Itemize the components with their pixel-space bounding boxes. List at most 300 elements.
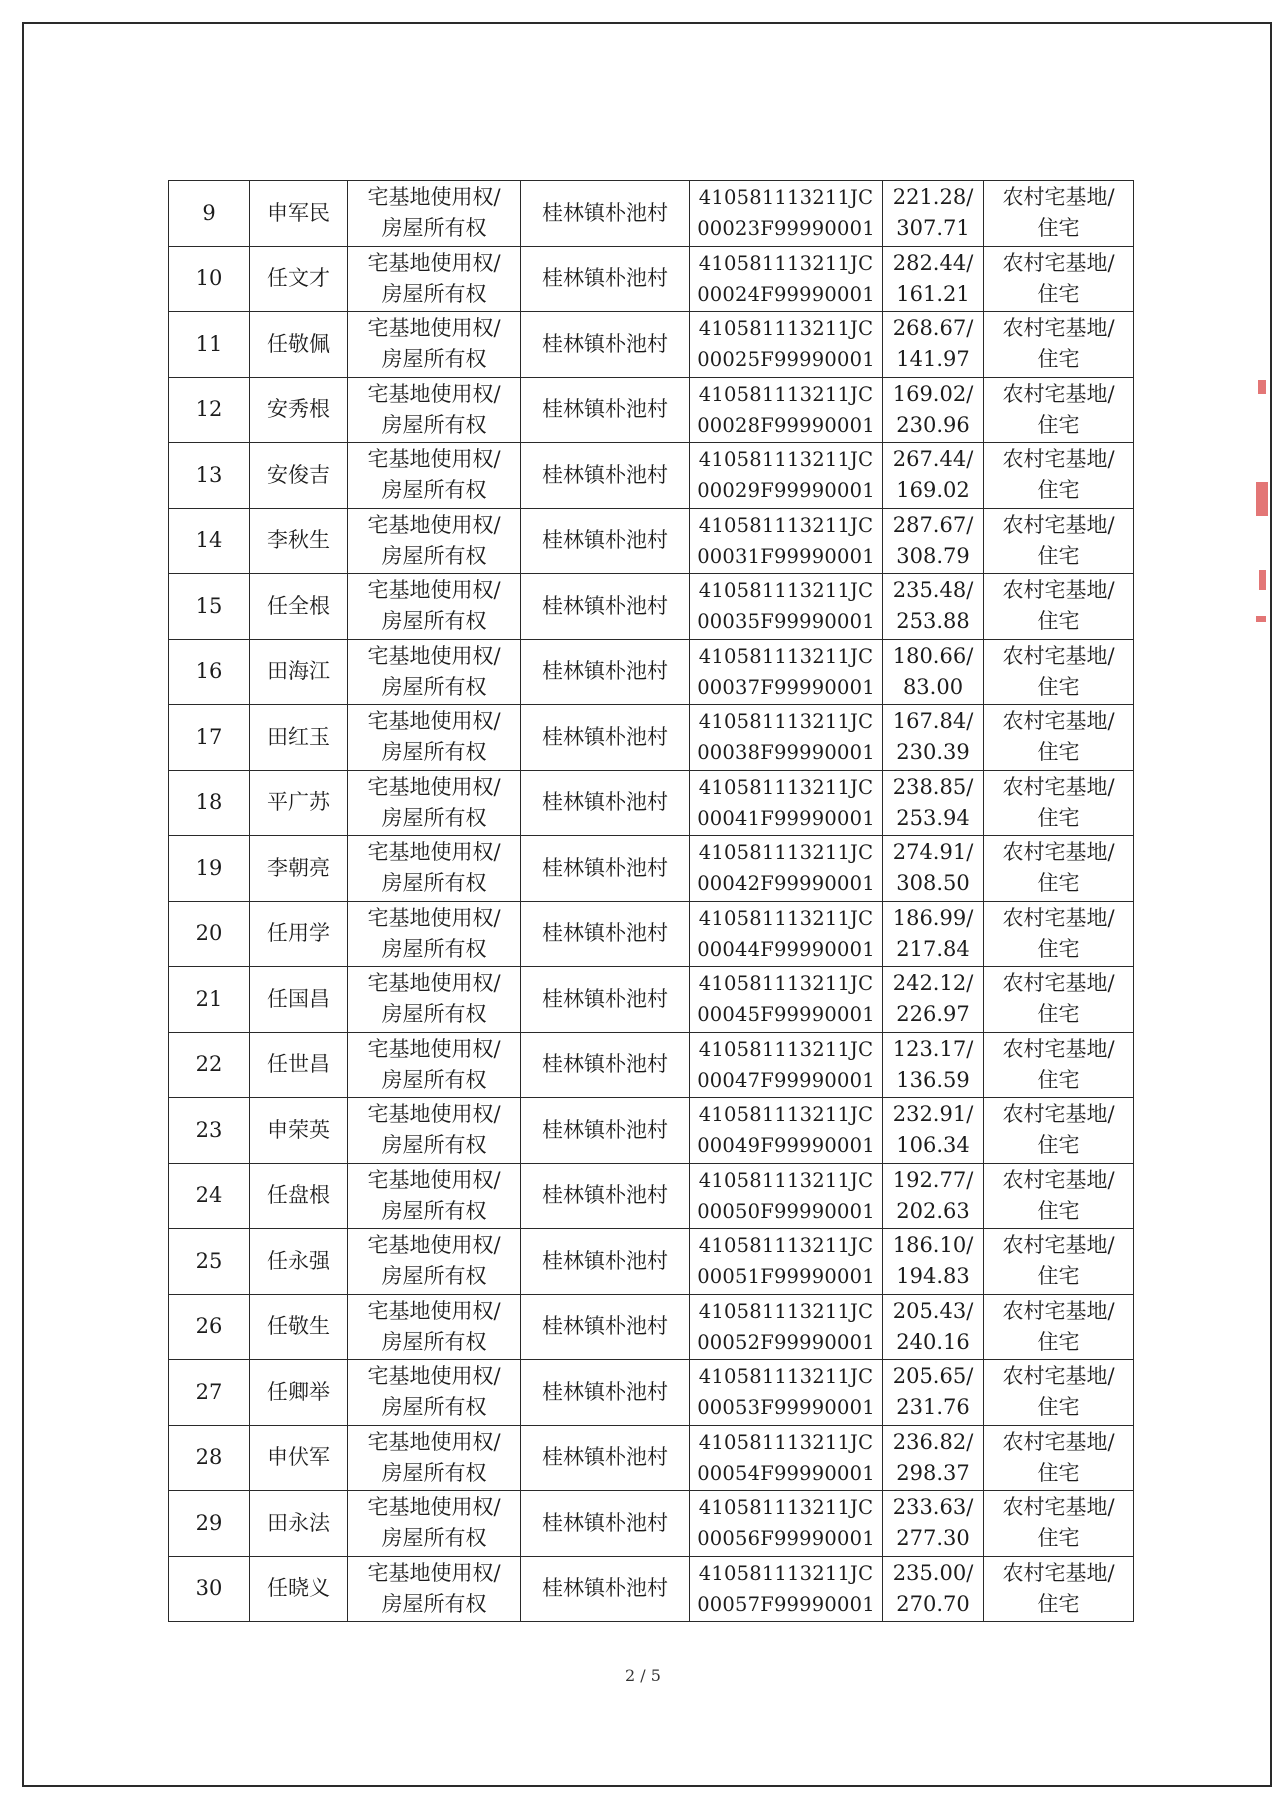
table-row [169, 1425, 1134, 1491]
table-row [169, 770, 1134, 836]
unit-code-line-1: 410581113211JC [698, 579, 874, 603]
location-cell: 桂林镇朴池村 [521, 1294, 690, 1360]
unit-code-line-1: 410581113211JC [698, 1430, 874, 1454]
unit-code-line-2: 00054F99990001 [697, 1461, 875, 1485]
area-line-1: 236.82/ [892, 1429, 974, 1454]
right-type-line-1: 宅基地使用权/ [367, 381, 501, 406]
owner-name-cell: 任敬佩 [250, 312, 348, 378]
right-type-cell [348, 508, 521, 574]
unit-code-line-1: 410581113211JC [698, 906, 874, 930]
unit-code-line-1: 410581113211JC [698, 1168, 874, 1192]
table-row [169, 1032, 1134, 1098]
right-type-line-1: 宅基地使用权/ [367, 1233, 501, 1258]
right-type-line-1: 宅基地使用权/ [367, 709, 501, 734]
right-type-line-2: 房屋所有权 [381, 1264, 487, 1289]
land-use-cell [984, 312, 1134, 378]
right-type-line-2: 房屋所有权 [381, 478, 487, 503]
owner-name-cell: 任用学 [250, 901, 348, 967]
unit-code-line-2: 00051F99990001 [697, 1265, 875, 1289]
location-cell: 桂林镇朴池村 [521, 901, 690, 967]
right-type-cell [348, 705, 521, 771]
row-number-cell: 22 [169, 1032, 250, 1098]
unit-code-line-2: 00049F99990001 [697, 1134, 875, 1158]
area-cell [883, 1360, 984, 1426]
right-type-line-2: 房屋所有权 [381, 1460, 487, 1485]
owner-name-cell: 任盘根 [250, 1163, 348, 1229]
right-type-line-2: 房屋所有权 [381, 805, 487, 830]
land-use-line-2: 住宅 [1037, 1067, 1080, 1092]
unit-code-line-2: 00031F99990001 [697, 544, 875, 568]
row-number-cell: 24 [169, 1163, 250, 1229]
location-cell: 桂林镇朴池村 [521, 967, 690, 1033]
right-type-cell [348, 312, 521, 378]
land-use-line-2: 住宅 [1037, 1591, 1080, 1616]
location-cell: 桂林镇朴池村 [521, 312, 690, 378]
unit-code-line-1: 410581113211JC [698, 644, 874, 668]
area-line-1: 274.91/ [892, 840, 974, 865]
land-use-line-2: 住宅 [1037, 281, 1080, 306]
row-number-cell: 23 [169, 1098, 250, 1164]
area-cell [883, 508, 984, 574]
land-use-cell [984, 574, 1134, 640]
area-line-2: 307.71 [896, 216, 970, 241]
right-type-cell [348, 181, 521, 247]
area-cell [883, 901, 984, 967]
right-type-line-2: 房屋所有权 [381, 1526, 487, 1551]
location-cell: 桂林镇朴池村 [521, 639, 690, 705]
land-use-cell [984, 181, 1134, 247]
land-use-line-2: 住宅 [1037, 805, 1080, 830]
area-line-2: 169.02 [896, 478, 970, 503]
unit-code-line-2: 00025F99990001 [697, 348, 875, 372]
row-number-cell: 26 [169, 1294, 250, 1360]
row-number-cell: 19 [169, 836, 250, 902]
right-type-line-2: 房屋所有权 [381, 412, 487, 437]
area-cell [883, 377, 984, 443]
land-use-line-2: 住宅 [1037, 609, 1080, 634]
unit-code-line-1: 410581113211JC [698, 841, 874, 865]
row-number-cell: 30 [169, 1556, 250, 1622]
area-line-2: 217.84 [896, 936, 970, 961]
right-type-line-1: 宅基地使用权/ [367, 774, 501, 799]
land-use-cell [984, 901, 1134, 967]
land-use-cell [984, 377, 1134, 443]
land-use-line-2: 住宅 [1037, 674, 1080, 699]
area-line-1: 192.77/ [892, 1167, 974, 1192]
area-cell [883, 1032, 984, 1098]
unit-code-line-2: 00053F99990001 [697, 1396, 875, 1420]
unit-code-line-2: 00041F99990001 [697, 806, 875, 830]
right-type-cell [348, 443, 521, 509]
unit-code-cell [690, 1032, 883, 1098]
unit-code-cell [690, 967, 883, 1033]
location-cell: 桂林镇朴池村 [521, 574, 690, 640]
right-type-line-1: 宅基地使用权/ [367, 578, 501, 603]
area-line-1: 232.91/ [892, 1102, 974, 1127]
unit-code-cell [690, 1098, 883, 1164]
red-stamp-edge [1256, 380, 1270, 630]
table-row [169, 1556, 1134, 1622]
land-use-line-1: 农村宅基地/ [1002, 381, 1115, 406]
right-type-cell [348, 901, 521, 967]
land-use-cell [984, 1360, 1134, 1426]
area-line-2: 106.34 [896, 1133, 970, 1158]
unit-code-line-1: 410581113211JC [698, 317, 874, 341]
right-type-cell [348, 377, 521, 443]
unit-code-line-2: 00037F99990001 [697, 675, 875, 699]
unit-code-cell [690, 181, 883, 247]
page-number: 2 / 5 [625, 1666, 661, 1685]
area-cell [883, 639, 984, 705]
area-line-2: 240.16 [896, 1329, 970, 1354]
owner-name-cell: 田红玉 [250, 705, 348, 771]
right-type-cell [348, 1556, 521, 1622]
owner-name-cell: 任永强 [250, 1229, 348, 1295]
right-type-line-1: 宅基地使用权/ [367, 1167, 501, 1192]
land-use-line-2: 住宅 [1037, 740, 1080, 765]
unit-code-cell [690, 443, 883, 509]
area-line-1: 235.00/ [892, 1560, 974, 1585]
owner-name-cell: 任晓义 [250, 1556, 348, 1622]
location-cell: 桂林镇朴池村 [521, 1098, 690, 1164]
land-use-line-2: 住宅 [1037, 478, 1080, 503]
land-use-line-2: 住宅 [1037, 936, 1080, 961]
owner-name-cell: 任文才 [250, 246, 348, 312]
right-type-line-2: 房屋所有权 [381, 871, 487, 896]
row-number-cell: 17 [169, 705, 250, 771]
land-use-cell [984, 508, 1134, 574]
owner-name-cell: 李秋生 [250, 508, 348, 574]
right-type-line-1: 宅基地使用权/ [367, 1036, 501, 1061]
right-type-line-1: 宅基地使用权/ [367, 512, 501, 537]
right-type-line-1: 宅基地使用权/ [367, 840, 501, 865]
unit-code-line-1: 410581113211JC [698, 1234, 874, 1258]
owner-name-cell: 申军民 [250, 181, 348, 247]
table-row [169, 246, 1134, 312]
unit-code-cell [690, 1491, 883, 1557]
land-use-line-1: 农村宅基地/ [1002, 709, 1115, 734]
table-row [169, 181, 1134, 247]
unit-code-cell [690, 901, 883, 967]
row-number-cell: 12 [169, 377, 250, 443]
unit-code-cell [690, 639, 883, 705]
area-cell [883, 443, 984, 509]
owner-name-cell: 任国昌 [250, 967, 348, 1033]
area-line-2: 141.97 [896, 347, 970, 372]
land-use-cell [984, 1556, 1134, 1622]
right-type-line-2: 房屋所有权 [381, 1067, 487, 1092]
land-use-line-1: 农村宅基地/ [1002, 774, 1115, 799]
land-use-line-1: 农村宅基地/ [1002, 185, 1115, 210]
land-use-cell [984, 770, 1134, 836]
area-line-1: 123.17/ [892, 1036, 974, 1061]
area-line-2: 253.88 [896, 609, 970, 634]
right-type-line-1: 宅基地使用权/ [367, 250, 501, 275]
area-cell [883, 574, 984, 640]
right-type-line-2: 房屋所有权 [381, 740, 487, 765]
area-line-1: 205.43/ [892, 1298, 974, 1323]
unit-code-cell [690, 508, 883, 574]
land-use-line-1: 农村宅基地/ [1002, 578, 1115, 603]
unit-code-line-1: 410581113211JC [698, 382, 874, 406]
land-use-line-1: 农村宅基地/ [1002, 905, 1115, 930]
owner-name-cell: 安俊吉 [250, 443, 348, 509]
right-type-cell [348, 1491, 521, 1557]
right-type-line-2: 房屋所有权 [381, 1395, 487, 1420]
location-cell: 桂林镇朴池村 [521, 1360, 690, 1426]
row-number-cell: 18 [169, 770, 250, 836]
unit-code-cell [690, 836, 883, 902]
owner-name-cell: 申伏军 [250, 1425, 348, 1491]
right-type-line-2: 房屋所有权 [381, 1591, 487, 1616]
unit-code-cell [690, 1163, 883, 1229]
table-row [169, 1491, 1134, 1557]
area-line-1: 267.44/ [892, 447, 974, 472]
location-cell: 桂林镇朴池村 [521, 770, 690, 836]
location-cell: 桂林镇朴池村 [521, 1163, 690, 1229]
area-line-2: 83.00 [902, 674, 964, 699]
right-type-line-1: 宅基地使用权/ [367, 447, 501, 472]
area-cell [883, 1163, 984, 1229]
table-row [169, 1229, 1134, 1295]
unit-code-line-1: 410581113211JC [698, 1299, 874, 1323]
unit-code-line-2: 00042F99990001 [697, 872, 875, 896]
land-use-line-2: 住宅 [1037, 1198, 1080, 1223]
land-use-line-2: 住宅 [1037, 412, 1080, 437]
unit-code-line-2: 00056F99990001 [697, 1527, 875, 1551]
right-type-line-2: 房屋所有权 [381, 1198, 487, 1223]
right-type-cell [348, 1360, 521, 1426]
area-line-1: 233.63/ [892, 1495, 974, 1520]
land-use-cell [984, 1163, 1134, 1229]
table-row [169, 1294, 1134, 1360]
owner-name-cell: 平广苏 [250, 770, 348, 836]
stamp-mark-2 [1256, 482, 1268, 516]
area-line-1: 167.84/ [892, 709, 974, 734]
right-type-line-1: 宅基地使用权/ [367, 1429, 501, 1454]
land-use-cell [984, 1294, 1134, 1360]
unit-code-line-1: 410581113211JC [698, 1037, 874, 1061]
owner-name-cell: 任全根 [250, 574, 348, 640]
row-number-cell: 29 [169, 1491, 250, 1557]
area-line-1: 221.28/ [892, 185, 974, 210]
land-use-cell [984, 246, 1134, 312]
area-cell [883, 1294, 984, 1360]
right-type-line-2: 房屋所有权 [381, 1329, 487, 1354]
area-line-1: 186.10/ [892, 1233, 974, 1258]
land-use-line-1: 农村宅基地/ [1002, 1495, 1115, 1520]
right-type-line-1: 宅基地使用权/ [367, 905, 501, 930]
area-line-2: 230.39 [896, 740, 970, 765]
area-line-1: 186.99/ [892, 905, 974, 930]
right-type-line-2: 房屋所有权 [381, 609, 487, 634]
right-type-line-1: 宅基地使用权/ [367, 971, 501, 996]
land-use-line-1: 农村宅基地/ [1002, 1167, 1115, 1192]
land-use-line-1: 农村宅基地/ [1002, 1102, 1115, 1127]
row-number-cell: 14 [169, 508, 250, 574]
unit-code-line-1: 410581113211JC [698, 1496, 874, 1520]
right-type-line-1: 宅基地使用权/ [367, 1364, 501, 1389]
area-line-2: 194.83 [896, 1264, 970, 1289]
area-cell [883, 181, 984, 247]
area-line-1: 287.67/ [892, 512, 974, 537]
row-number-cell: 27 [169, 1360, 250, 1426]
land-use-cell [984, 967, 1134, 1033]
row-number-cell: 9 [169, 181, 250, 247]
owner-name-cell: 田永法 [250, 1491, 348, 1557]
unit-code-line-1: 410581113211JC [698, 448, 874, 472]
right-type-line-1: 宅基地使用权/ [367, 316, 501, 341]
table-row [169, 901, 1134, 967]
right-type-cell [348, 246, 521, 312]
location-cell: 桂林镇朴池村 [521, 443, 690, 509]
location-cell: 桂林镇朴池村 [521, 836, 690, 902]
land-use-line-2: 住宅 [1037, 1395, 1080, 1420]
location-cell: 桂林镇朴池村 [521, 1229, 690, 1295]
unit-code-line-2: 00035F99990001 [697, 610, 875, 634]
unit-code-line-1: 410581113211JC [698, 251, 874, 275]
right-type-line-2: 房屋所有权 [381, 281, 487, 306]
location-cell: 桂林镇朴池村 [521, 705, 690, 771]
unit-code-cell [690, 705, 883, 771]
unit-code-cell [690, 246, 883, 312]
table-row [169, 1360, 1134, 1426]
right-type-line-2: 房屋所有权 [381, 674, 487, 699]
land-use-line-1: 农村宅基地/ [1002, 1429, 1115, 1454]
owner-name-cell: 任敬生 [250, 1294, 348, 1360]
row-number-cell: 20 [169, 901, 250, 967]
area-cell [883, 836, 984, 902]
area-line-1: 238.85/ [892, 774, 974, 799]
table-row [169, 836, 1134, 902]
land-use-cell [984, 705, 1134, 771]
land-use-line-1: 农村宅基地/ [1002, 316, 1115, 341]
unit-code-cell [690, 377, 883, 443]
table-row [169, 443, 1134, 509]
area-line-1: 180.66/ [892, 643, 974, 668]
unit-code-line-1: 410581113211JC [698, 186, 874, 210]
stamp-mark-4 [1256, 616, 1266, 622]
right-type-cell [348, 770, 521, 836]
right-type-cell [348, 836, 521, 902]
table-row [169, 639, 1134, 705]
right-type-line-2: 房屋所有权 [381, 1002, 487, 1027]
right-type-cell [348, 967, 521, 1033]
unit-code-line-2: 00044F99990001 [697, 937, 875, 961]
table-row [169, 574, 1134, 640]
row-number-cell: 21 [169, 967, 250, 1033]
area-line-2: 230.96 [896, 412, 970, 437]
row-number-cell: 28 [169, 1425, 250, 1491]
right-type-line-1: 宅基地使用权/ [367, 1560, 501, 1585]
land-use-line-2: 住宅 [1037, 1526, 1080, 1551]
right-type-cell [348, 639, 521, 705]
right-type-line-1: 宅基地使用权/ [367, 643, 501, 668]
area-line-2: 136.59 [896, 1067, 970, 1092]
right-type-cell [348, 1425, 521, 1491]
area-line-2: 253.94 [896, 805, 970, 830]
land-use-line-2: 住宅 [1037, 1460, 1080, 1485]
unit-code-line-2: 00029F99990001 [697, 479, 875, 503]
location-cell: 桂林镇朴池村 [521, 1032, 690, 1098]
area-cell [883, 705, 984, 771]
row-number-cell: 16 [169, 639, 250, 705]
unit-code-line-2: 00028F99990001 [697, 413, 875, 437]
row-number-cell: 25 [169, 1229, 250, 1295]
unit-code-line-1: 410581113211JC [698, 1103, 874, 1127]
area-cell [883, 770, 984, 836]
location-cell: 桂林镇朴池村 [521, 246, 690, 312]
unit-code-cell [690, 1360, 883, 1426]
area-cell [883, 967, 984, 1033]
right-type-cell [348, 1098, 521, 1164]
land-use-line-2: 住宅 [1037, 216, 1080, 241]
register-table-body [169, 181, 1134, 1622]
unit-code-line-2: 00050F99990001 [697, 1199, 875, 1223]
stamp-mark-3 [1259, 570, 1266, 590]
area-cell [883, 246, 984, 312]
land-use-cell [984, 443, 1134, 509]
location-cell: 桂林镇朴池村 [521, 377, 690, 443]
unit-code-line-2: 00045F99990001 [697, 1003, 875, 1027]
unit-code-line-1: 410581113211JC [698, 513, 874, 537]
unit-code-cell [690, 1425, 883, 1491]
area-line-1: 242.12/ [892, 971, 974, 996]
land-use-line-1: 农村宅基地/ [1002, 1364, 1115, 1389]
table-row [169, 1163, 1134, 1229]
unit-code-line-2: 00038F99990001 [697, 741, 875, 765]
row-number-cell: 15 [169, 574, 250, 640]
land-use-line-2: 住宅 [1037, 871, 1080, 896]
area-line-2: 270.70 [896, 1591, 970, 1616]
area-cell [883, 1229, 984, 1295]
right-type-cell [348, 1163, 521, 1229]
land-use-line-1: 农村宅基地/ [1002, 250, 1115, 275]
location-cell: 桂林镇朴池村 [521, 1556, 690, 1622]
register-table [168, 180, 1134, 1622]
area-line-1: 268.67/ [892, 316, 974, 341]
land-use-line-1: 农村宅基地/ [1002, 971, 1115, 996]
area-line-2: 161.21 [896, 281, 970, 306]
land-use-line-1: 农村宅基地/ [1002, 840, 1115, 865]
location-cell: 桂林镇朴池村 [521, 1425, 690, 1491]
area-line-2: 277.30 [896, 1526, 970, 1551]
area-cell [883, 1425, 984, 1491]
owner-name-cell: 安秀根 [250, 377, 348, 443]
location-cell: 桂林镇朴池村 [521, 181, 690, 247]
unit-code-line-2: 00052F99990001 [697, 1330, 875, 1354]
table-row [169, 967, 1134, 1033]
row-number-cell: 11 [169, 312, 250, 378]
owner-name-cell: 任卿举 [250, 1360, 348, 1426]
unit-code-line-1: 410581113211JC [698, 710, 874, 734]
unit-code-line-2: 00057F99990001 [697, 1592, 875, 1616]
area-line-1: 205.65/ [892, 1364, 974, 1389]
unit-code-cell [690, 1556, 883, 1622]
land-use-cell [984, 1032, 1134, 1098]
owner-name-cell: 申荣英 [250, 1098, 348, 1164]
stamp-mark-1 [1258, 380, 1266, 394]
land-use-line-1: 农村宅基地/ [1002, 1298, 1115, 1323]
row-number-cell: 10 [169, 246, 250, 312]
area-line-1: 169.02/ [892, 381, 974, 406]
area-line-2: 226.97 [896, 1002, 970, 1027]
unit-code-line-2: 00047F99990001 [697, 1068, 875, 1092]
right-type-line-1: 宅基地使用权/ [367, 1298, 501, 1323]
unit-code-line-2: 00023F99990001 [697, 217, 875, 241]
owner-name-cell: 任世昌 [250, 1032, 348, 1098]
area-line-2: 231.76 [896, 1395, 970, 1420]
